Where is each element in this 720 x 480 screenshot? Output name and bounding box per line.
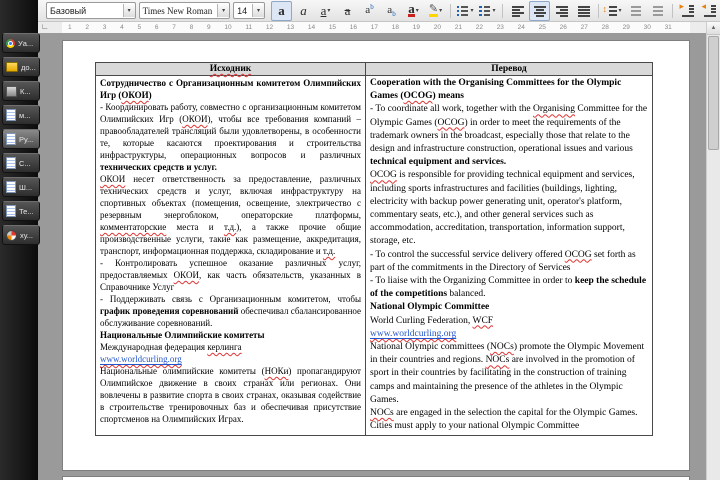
ruler-number: 23: [496, 24, 504, 31]
taskbar-item[interactable]: [2, 33, 40, 53]
paragraph: [370, 103, 648, 169]
numbered-list-icon: [479, 5, 491, 17]
chevron-down-icon[interactable]: ▾: [123, 4, 135, 17]
ruler-number: 19: [412, 24, 420, 31]
chevron-down-icon[interactable]: ▾: [470, 8, 474, 14]
ruler-number: 21: [454, 24, 462, 31]
text-run: set forth as part of the commitments in the Directory of Services: [370, 249, 636, 273]
paragraph: [100, 77, 361, 101]
paragraph-style-select[interactable]: [46, 2, 136, 19]
subscript-icon: a b: [387, 4, 395, 18]
ruler-number: 31: [664, 24, 672, 31]
text-run: т.д.: [223, 222, 237, 232]
text-run: technical equipment and services.: [370, 157, 507, 168]
ruler-number: 30: [643, 24, 651, 31]
paragraph: [370, 328, 648, 341]
text-run: World Curling Federation,: [370, 315, 473, 326]
taskbar-item-label: м...: [19, 110, 31, 120]
hyperlink[interactable]: www.worldcurling.org: [100, 354, 182, 364]
table-body-row: [96, 76, 652, 435]
highlight-icon: ✎: [428, 2, 439, 15]
taskbar-item-label: Те...: [19, 206, 34, 216]
text-run: - Контролировать успешное оказание различных услуг, предоставляемых: [100, 258, 361, 280]
text-run: , как часть обязательств, указанных в Справочнике Услуг: [100, 270, 361, 292]
formatting-toolbar: [38, 0, 720, 22]
para-space-decrease-button[interactable]: [647, 1, 668, 21]
bold-button[interactable]: [271, 1, 292, 21]
doc-icon: [6, 181, 16, 193]
indent-decrease-icon: [704, 5, 716, 17]
ruler-number: 15: [328, 24, 337, 31]
paragraph: [370, 407, 648, 433]
indent-increase-icon: [682, 5, 694, 17]
paint-icon: [6, 230, 17, 241]
chevron-down-icon[interactable]: ▾: [415, 8, 419, 14]
vertical-scrollbar[interactable]: [706, 22, 720, 480]
translation-header-label: Перевод: [491, 64, 527, 74]
ruler-number: 1: [68, 24, 72, 31]
taskbar-item[interactable]: [2, 129, 40, 149]
writer-app: [38, 0, 720, 480]
para-space-increase-button[interactable]: [625, 1, 646, 21]
hyperlink[interactable]: www.worldcurling.org: [370, 328, 457, 339]
text-run: NOCs: [485, 355, 510, 366]
text-run: balanced.: [447, 289, 486, 300]
superscript-icon: a b: [365, 4, 373, 18]
ruler-number: 27: [580, 24, 588, 31]
taskbar-item-label: до...: [21, 62, 36, 72]
text-run: ), чтобы все требования компаний – правообладателей трансляций были удовлетворены, в особенности те, которые касаются проектирования и строительства инфраструктуры, операционных вопросов и различных: [100, 114, 361, 160]
font-name-select[interactable]: [139, 2, 231, 19]
ruler-number: 18: [391, 24, 399, 31]
text-run: обеспечивал сбалансированное обслуживание соревнований.: [100, 306, 361, 328]
line-spacing-icon: [605, 5, 617, 17]
bold-icon: a: [278, 3, 285, 18]
text-run: график проведения соревнований: [100, 306, 239, 316]
underline-icon: a: [320, 3, 327, 18]
ruler-number: 11: [245, 24, 253, 31]
paragraph: [100, 101, 361, 173]
text-run: технических средств и услуг.: [100, 162, 217, 172]
taskbar-item-label: Ру...: [19, 134, 34, 144]
ruler-number: 14: [307, 24, 316, 31]
text-run: ), а также прочие общие производственные услуги, такие как размещение, аккредитация, транспорт, информационная поддержка, складирование и: [100, 222, 361, 256]
translation-header-cell[interactable]: [366, 63, 652, 75]
highlight-button[interactable]: [425, 1, 446, 21]
italic-icon: a: [300, 3, 307, 18]
ruler-number: 8: [189, 24, 194, 31]
doc-icon: [6, 205, 16, 217]
text-run: OCOG: [437, 117, 465, 128]
font-color-icon: a: [408, 1, 415, 16]
ruler-number: 22: [475, 24, 483, 31]
text-run: - To control the successful service delivery offered: [370, 249, 565, 260]
align-right-icon: [556, 5, 568, 17]
table-header-row: [96, 63, 652, 76]
toolbar-separator: [502, 4, 503, 18]
paragraph: [100, 353, 361, 365]
font-name-value: Times New Roman: [142, 5, 213, 16]
indent-increase-button[interactable]: [677, 1, 698, 21]
paragraph: [100, 257, 361, 293]
superscript-button[interactable]: [359, 1, 380, 21]
taskbar-item[interactable]: [2, 153, 40, 173]
taskbar-item[interactable]: [2, 201, 40, 221]
taskbar: [0, 0, 38, 480]
translation-cell[interactable]: [366, 76, 652, 435]
text-run: Международная федерация: [100, 342, 208, 352]
taskbar-item-label: С...: [19, 158, 31, 168]
align-center-icon: [534, 5, 546, 17]
chevron-down-icon[interactable]: ▾: [439, 8, 443, 14]
text-run: National Olympic committees (: [370, 342, 491, 353]
ruler-number: 29: [622, 24, 630, 31]
align-right-button[interactable]: [551, 1, 572, 21]
text-run: несет ответственность за предоставление, различных технических средств и услуг, включая инфраструктуру на спортивных объектах (помещения, освещение, электричество с резервным энергоблоком, операторские платформы,: [100, 174, 361, 220]
text-run: места и: [166, 222, 224, 232]
taskbar-item-label: ху...: [20, 230, 34, 240]
text-run: keep the schedule of the competitions: [370, 276, 647, 300]
folder-icon: [6, 62, 18, 72]
text-run: Национальные Олимпийские комитеты: [100, 330, 265, 340]
strikethrough-button[interactable]: [337, 1, 358, 21]
align-left-icon: [512, 5, 524, 17]
text-run: OCOG: [564, 249, 592, 260]
text-run: Committee for the Olympic Games (: [370, 104, 648, 128]
align-left-button[interactable]: [507, 1, 528, 21]
text-run: OCOG: [370, 170, 397, 181]
text-run: National Olympic Committee: [370, 302, 490, 313]
paragraph: [370, 77, 648, 103]
taskbar-item[interactable]: [2, 105, 40, 125]
chevron-down-icon[interactable]: ▾: [327, 8, 331, 14]
doc-icon: [6, 133, 16, 145]
text-run: комментаторские: [100, 222, 167, 232]
page-2[interactable]: [62, 476, 690, 480]
ruler-number: 2: [85, 24, 89, 31]
page-1[interactable]: [62, 40, 690, 471]
ruler-number: 28: [601, 24, 609, 31]
paragraph: [100, 293, 361, 329]
text-run: Сотрудничество с Организационным комитетом Олимпийских Игр (: [100, 78, 361, 100]
source-header-cell[interactable]: [96, 63, 366, 75]
bullet-list-button[interactable]: [455, 1, 476, 21]
toolbar-separator: [450, 4, 451, 18]
text-run: NOCs: [370, 408, 394, 419]
ruler-number: 12: [265, 24, 274, 31]
hyperlink-wrap: [370, 329, 456, 339]
toolbar-separator: [672, 4, 673, 18]
font-color-button[interactable]: [403, 1, 424, 21]
ruler-number: 10: [224, 24, 232, 31]
text-run: Национальные олимпийские комитеты (: [100, 366, 265, 376]
line-spacing-button[interactable]: [603, 1, 624, 21]
paragraph: [100, 329, 361, 341]
paragraph: [370, 249, 648, 275]
text-run: - Координировать работу, совместно с организационным комитетом Олимпийских Игр (: [100, 102, 361, 124]
chevron-down-icon[interactable]: ▾: [618, 8, 622, 14]
translation-table: [95, 62, 653, 436]
paragraph: [100, 365, 361, 425]
taskbar-item-label: К...: [20, 86, 31, 96]
doc-icon: [6, 109, 16, 121]
text-run: ОКОИ: [173, 270, 199, 280]
text-run: ОКОИ: [182, 114, 208, 124]
source-header-label: Исходник: [209, 64, 252, 74]
chrome-icon: [6, 39, 15, 48]
text-run: WCF: [472, 315, 494, 326]
paragraph: [100, 173, 361, 257]
ruler-number: 4: [120, 24, 124, 31]
paragraph: [370, 315, 648, 328]
text-run: OCOG: [403, 91, 433, 102]
tab-selector-icon[interactable]: ∟: [41, 22, 49, 31]
text-run: - To coordinate all work, together with the: [370, 104, 533, 115]
text-run: - To liaise with the Organizing Committee in order to: [370, 276, 575, 287]
ruler-number: 5: [137, 24, 142, 31]
taskbar-item[interactable]: [2, 177, 40, 197]
text-run: ): [148, 90, 152, 100]
ruler-number: 17: [370, 24, 379, 31]
paragraph: [100, 341, 361, 353]
text-run: are engaged in the selection the capital for the Olympic Games. Cities must apply to your national Olympic Committee: [370, 408, 638, 432]
source-cell[interactable]: [96, 76, 366, 435]
scrollbar-thumb[interactable]: [708, 36, 719, 150]
format-buttons: [271, 1, 720, 21]
taskbar-item[interactable]: [2, 81, 40, 101]
align-justify-button[interactable]: [573, 1, 594, 21]
strikethrough-icon: a: [344, 3, 351, 18]
ruler-number: 26: [559, 24, 567, 31]
text-run: ) means: [432, 91, 464, 102]
paragraph: [370, 275, 648, 301]
ruler-number: 16: [349, 24, 358, 31]
para-space-increase-icon: [630, 5, 642, 17]
font-size-value: 14: [237, 5, 248, 16]
text-run: ОКОИ: [121, 90, 149, 100]
text-run: ) пропагандируют Олимпийское движение в своих странах или регионах. Они вовлечены в развитие спорта в своих странах, оказывая содействие в строительстве тренировочных баз и обеспечивая присутствие спортсменов на Олимпийских Играх.: [100, 366, 361, 424]
ruler-number: 6: [154, 24, 159, 31]
chevron-down-icon[interactable]: ▾: [217, 4, 229, 17]
para-space-decrease-icon: [652, 5, 664, 17]
numbered-list-button[interactable]: [477, 1, 498, 21]
taskbar-item-label: Уа...: [18, 38, 34, 48]
taskbar-item[interactable]: [2, 57, 40, 77]
text-run: are involved in the promotion of sport in their countries by facilitating in the construction of training camps and maintaining the presence of the athletes in the Olympic Games.: [370, 355, 635, 405]
scroll-up-icon[interactable]: ▲: [707, 22, 720, 35]
italic-button[interactable]: [293, 1, 314, 21]
align-center-button[interactable]: [529, 1, 550, 21]
ruler-number: 7: [172, 24, 176, 31]
chevron-down-icon[interactable]: ▾: [492, 8, 496, 14]
ruler-number: 24: [517, 24, 525, 31]
text-run: is responsible for providing technical equipment and services, including sports infrastructures and facilities (buildings, lighting, electricity with backup power generating unit, operator's platform, commentary seats, etc.), and other general services such as accommodation, accreditation, transportation, information support, storage, etc.: [370, 170, 635, 247]
paragraph: [370, 301, 648, 314]
font-size-select[interactable]: [233, 2, 265, 19]
text-run: Cooperation with the Organising Committees for the Olympic Games (: [370, 78, 622, 102]
text-run: ОКОИ: [100, 174, 126, 184]
paragraph-style-value: Базовый: [50, 5, 87, 16]
taskbar-item-label: Ш...: [19, 182, 33, 192]
ruler-number: 13: [286, 24, 295, 31]
bullet-list-icon: [457, 5, 469, 17]
text-run: ) promote the Olympic Movement in their countries and regions.: [370, 342, 645, 366]
indent-decrease-button[interactable]: [699, 1, 720, 21]
ruler-number: 20: [433, 24, 441, 31]
doc-icon: [6, 157, 16, 169]
toolbar-separator: [598, 4, 599, 18]
ruler-numbers: [68, 22, 672, 33]
chevron-down-icon[interactable]: ▾: [252, 4, 264, 17]
text-run: NOCs: [490, 342, 514, 353]
text-run: керлинга: [207, 342, 242, 352]
ruler-number: 3: [102, 24, 107, 31]
document-area: [38, 33, 706, 480]
ruler-number: 25: [538, 24, 546, 31]
text-run: Organising: [533, 104, 576, 115]
ruler-number: 9: [207, 24, 211, 31]
align-justify-icon: [578, 5, 590, 17]
text-run: ) in order to meet the requirements of the trademark owners in the broadcast, especially those that relate to the design and infrastructure construction, operational issues and various: [370, 117, 633, 155]
app-icon: [6, 86, 17, 97]
subscript-button[interactable]: [381, 1, 402, 21]
paragraph: [370, 341, 648, 407]
paragraph: [370, 169, 648, 248]
underline-button[interactable]: [315, 1, 336, 21]
text-run: - Поддерживать связь с Организационным комитетом, чтобы: [100, 294, 361, 304]
text-run: НОКи: [264, 366, 289, 376]
hyperlink-wrap: [100, 354, 182, 364]
text-run: т.д.: [322, 246, 336, 256]
taskbar-item[interactable]: [2, 225, 40, 245]
